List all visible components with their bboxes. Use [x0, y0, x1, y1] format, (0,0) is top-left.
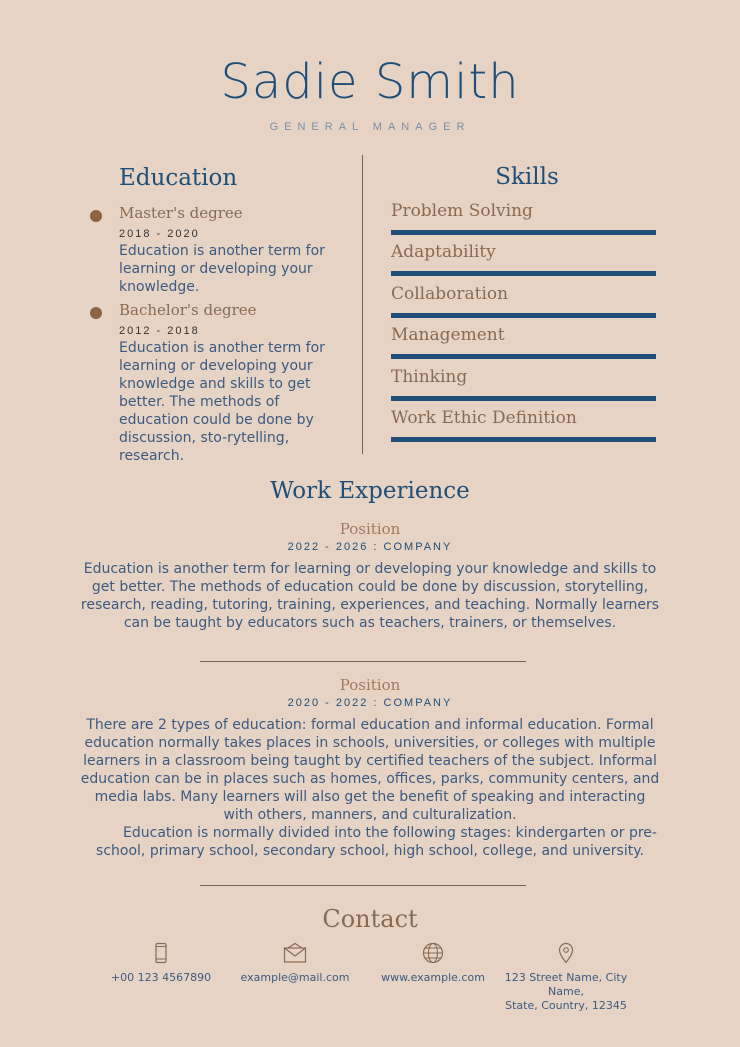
contact-heading: Contact — [322, 905, 418, 933]
contact-email — [215, 942, 375, 985]
website-url[interactable]: www.example.com — [381, 971, 485, 984]
job-dates-company: 2022 - 2026 : COMPANY — [287, 541, 453, 553]
bullet-dot-icon — [90, 307, 102, 319]
skill-item — [391, 201, 656, 237]
education-item — [90, 204, 350, 294]
degree-name: Bachelor's degree — [119, 301, 257, 319]
skill-label: Problem Solving — [391, 201, 533, 221]
skill-item — [391, 367, 656, 403]
degree-years: 2018 - 2020 — [119, 228, 200, 240]
work-experience-heading: Work Experience — [270, 478, 470, 504]
location-pin-icon — [555, 942, 577, 964]
skill-bar — [391, 313, 656, 318]
job-dates-company: 2020 - 2022 : COMPANY — [287, 697, 453, 709]
job-description: Education is another term for learning or developing your knowledge and skills to get better. The methods of education could be done by discussion, storytelling, research, reading, tutoring, training, experiences, and teaching. Normally learners can be taught by educators such as teachers, trainers, or themselves. — [80, 561, 660, 631]
street-address: 123 Street Name, City Name, State, Country, 12345 — [504, 971, 628, 1012]
email-icon — [283, 942, 307, 964]
skill-item — [391, 325, 656, 361]
globe-icon — [422, 942, 444, 964]
degree-name: Master's degree — [119, 204, 243, 222]
education-heading: Education — [119, 165, 238, 191]
job-entry — [80, 676, 660, 860]
section-divider — [200, 661, 526, 662]
skills-heading: Skills — [495, 164, 559, 190]
bullet-dot-icon — [90, 210, 102, 222]
skill-bar — [391, 437, 656, 442]
skill-label: Management — [391, 325, 505, 345]
skill-bar — [391, 396, 656, 401]
column-divider — [362, 155, 363, 454]
degree-description: Education is another term for learning or developing your knowledge. — [119, 243, 325, 295]
skill-label: Thinking — [391, 367, 468, 387]
job-position: Position — [339, 520, 401, 538]
skill-item — [391, 284, 656, 320]
skill-bar — [391, 271, 656, 276]
skill-label: Work Ethic Definition — [391, 408, 577, 428]
skill-label: Collaboration — [391, 284, 509, 304]
job-description-continued: Education is normally divided into the following stages: kindergarten or pre-school, primary school, secondary school, high school, college, and university. — [96, 825, 657, 859]
skill-item — [391, 242, 656, 278]
skill-item — [391, 408, 656, 444]
education-item — [90, 301, 350, 464]
skill-bar — [391, 230, 656, 235]
section-divider — [200, 885, 526, 886]
job-title: GENERAL MANAGER — [269, 121, 471, 133]
skill-label: Adaptability — [391, 242, 496, 262]
contact-address — [486, 942, 646, 1013]
degree-description: Education is another term for learning or developing your knowledge and skills to get better. The methods of education could be done by discussion, sto-rytelling, research. — [119, 340, 325, 464]
email-address[interactable]: example@mail.com — [240, 971, 350, 984]
resume-name: Sadie Smith — [220, 54, 520, 110]
skill-bar — [391, 354, 656, 359]
phone-icon — [150, 942, 172, 964]
degree-years: 2012 - 2018 — [119, 325, 200, 337]
job-entry — [80, 520, 660, 632]
phone-number[interactable]: +00 123 4567890 — [110, 971, 212, 984]
job-position: Position — [339, 676, 401, 694]
job-description: There are 2 types of education: formal education and informal education. Formal education normally takes places in schools, universities, or colleges with multiple learners in a classroom being taught by certified teachers of the subject. Informal education can be in places such as homes, offices, parks, community centers, and media labs. Many learners will also get the benefit of speaking and interacting with others, manners, and culturalization. — [80, 717, 660, 823]
